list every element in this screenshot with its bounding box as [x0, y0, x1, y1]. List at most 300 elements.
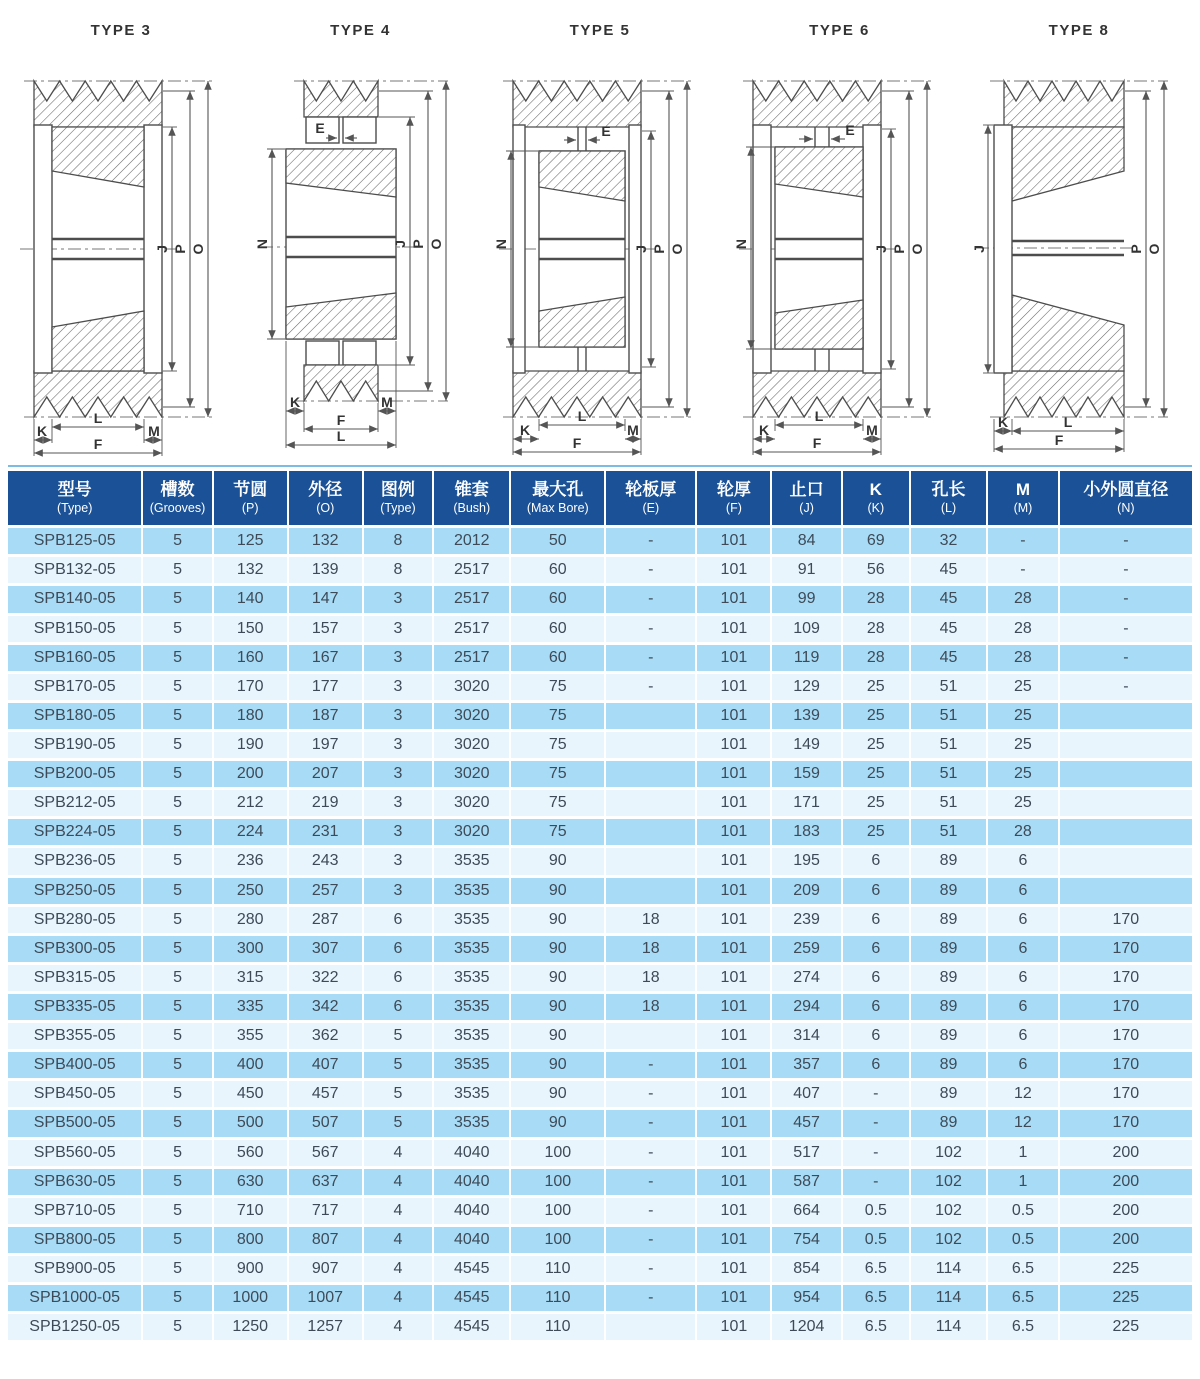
table-cell: 89	[910, 1109, 987, 1138]
table-cell: 450	[213, 1080, 288, 1109]
table-cell: 195	[771, 847, 841, 876]
table-cell: -	[1059, 585, 1192, 614]
table-cell: -	[605, 614, 696, 643]
dim-label-j: J	[971, 245, 987, 253]
column-header-2: 节圆 (P)	[213, 471, 288, 527]
table-cell: 224	[213, 818, 288, 847]
table-row	[8, 527, 1192, 556]
column-header-9: 止口 (J)	[771, 471, 841, 527]
table-cell: 4545	[433, 1313, 510, 1341]
dim-label-o: O	[1146, 243, 1162, 255]
table-top-rule	[8, 465, 1192, 467]
table-cell: 500	[213, 1109, 288, 1138]
table-cell: 159	[771, 760, 841, 789]
table-row	[8, 701, 1192, 730]
table-cell: 6	[363, 905, 433, 934]
table-cell: 3020	[433, 701, 510, 730]
table-cell: 25	[987, 760, 1059, 789]
table-cell: 287	[288, 905, 363, 934]
spec-table	[8, 471, 1192, 1340]
table-cell	[1059, 818, 1192, 847]
table-cell: 4040	[433, 1225, 510, 1254]
table-row	[8, 614, 1192, 643]
table-cell: 99	[771, 585, 841, 614]
table-cell: 5	[142, 905, 212, 934]
table-cell: 60	[510, 585, 605, 614]
table-cell: 717	[288, 1196, 363, 1225]
spec-table-header	[8, 471, 1192, 527]
table-cell: 3535	[433, 993, 510, 1022]
table-cell: 517	[771, 1138, 841, 1167]
table-cell: 854	[771, 1254, 841, 1283]
pulley-diagram-type-5	[481, 8, 719, 459]
table-cell: 60	[510, 643, 605, 672]
table-cell: 2517	[433, 585, 510, 614]
dim-label-o: O	[908, 243, 925, 255]
table-cell: 4545	[433, 1284, 510, 1313]
table-cell: 6	[987, 847, 1059, 876]
dim-label-j: J	[633, 245, 649, 253]
table-cell: 89	[910, 1051, 987, 1080]
table-cell: 4	[363, 1138, 433, 1167]
dim-label-m: M	[380, 394, 393, 410]
column-header-7: 轮板厚 (E)	[605, 471, 696, 527]
table-cell: 5	[142, 789, 212, 818]
table-cell: 5	[142, 993, 212, 1022]
table-cell: 6	[987, 876, 1059, 905]
table-cell: SPB224-05	[8, 818, 142, 847]
table-cell: 197	[288, 731, 363, 760]
dim-label-n: N	[493, 238, 509, 250]
table-cell: 101	[696, 1167, 771, 1196]
table-cell: 6.5	[987, 1313, 1059, 1341]
table-cell: 6.5	[842, 1284, 910, 1313]
table-cell: SPB150-05	[8, 614, 142, 643]
table-cell: 90	[510, 963, 605, 992]
dim-label-j: J	[872, 245, 889, 253]
table-cell: 6	[842, 1022, 910, 1051]
table-cell: 101	[696, 789, 771, 818]
table-cell: -	[605, 672, 696, 701]
diagram-title: TYPE 8	[1048, 22, 1110, 39]
table-cell: 6	[842, 963, 910, 992]
table-cell: 307	[288, 934, 363, 963]
table-cell: 5	[142, 1284, 212, 1313]
table-cell: 6	[842, 1051, 910, 1080]
table-cell: 101	[696, 614, 771, 643]
table-cell: -	[605, 1196, 696, 1225]
table-cell: 89	[910, 934, 987, 963]
table-cell: SPB500-05	[8, 1109, 142, 1138]
pulley-diagram-type-8	[960, 8, 1198, 459]
table-cell: 51	[910, 818, 987, 847]
table-cell: 342	[288, 993, 363, 1022]
table-cell: 157	[288, 614, 363, 643]
diagram-title: TYPE 4	[330, 22, 391, 39]
table-cell: 187	[288, 701, 363, 730]
table-cell: 25	[842, 731, 910, 760]
table-row	[8, 585, 1192, 614]
table-cell: 50	[510, 527, 605, 556]
table-cell: 5	[142, 847, 212, 876]
table-cell: 5	[142, 876, 212, 905]
table-row	[8, 1196, 1192, 1225]
table-cell: SPB1250-05	[8, 1313, 142, 1341]
table-cell: -	[605, 1109, 696, 1138]
table-cell: -	[1059, 643, 1192, 672]
table-cell: 400	[213, 1051, 288, 1080]
table-cell: 5	[142, 760, 212, 789]
table-cell: 25	[842, 760, 910, 789]
table-cell: 5	[142, 614, 212, 643]
table-cell: 51	[910, 701, 987, 730]
table-cell: 89	[910, 1080, 987, 1109]
table-cell: 4	[363, 1167, 433, 1196]
table-cell: 125	[213, 527, 288, 556]
table-cell: 3	[363, 701, 433, 730]
table-cell: 45	[910, 556, 987, 585]
dim-label-e: E	[844, 122, 855, 138]
table-cell: 12	[987, 1080, 1059, 1109]
table-row	[8, 1313, 1192, 1341]
table-cell	[605, 818, 696, 847]
table-cell: 8	[363, 556, 433, 585]
table-cell: 91	[771, 556, 841, 585]
dim-label-f: F	[93, 436, 103, 452]
diagrams-row	[0, 0, 1200, 459]
table-cell: 28	[842, 585, 910, 614]
table-cell: 335	[213, 993, 288, 1022]
table-cell: 4545	[433, 1254, 510, 1283]
table-cell: SPB132-05	[8, 556, 142, 585]
dim-label-j: J	[154, 245, 170, 253]
table-cell: 101	[696, 1051, 771, 1080]
table-cell: 109	[771, 614, 841, 643]
table-cell: -	[605, 1080, 696, 1109]
dim-label-l: L	[814, 408, 823, 424]
dim-label-n: N	[253, 238, 270, 250]
table-cell: 4	[363, 1284, 433, 1313]
table-cell: 3	[363, 731, 433, 760]
table-cell: 90	[510, 1109, 605, 1138]
table-cell: 5	[142, 1225, 212, 1254]
table-cell: 6.5	[987, 1284, 1059, 1313]
dim-label-j: J	[391, 240, 408, 248]
table-cell: 5	[142, 1138, 212, 1167]
dim-label-l: L	[577, 408, 587, 424]
table-cell: 6	[363, 934, 433, 963]
table-row	[8, 1022, 1192, 1051]
table-cell: 160	[213, 643, 288, 672]
table-cell: 355	[213, 1022, 288, 1051]
table-cell: 90	[510, 934, 605, 963]
column-header-4: 图例 (Type)	[363, 471, 433, 527]
table-cell: 51	[910, 731, 987, 760]
table-cell: 5	[363, 1051, 433, 1080]
table-cell	[605, 731, 696, 760]
table-cell: 2517	[433, 643, 510, 672]
dim-label-m: M	[148, 423, 160, 439]
table-cell: 4	[363, 1225, 433, 1254]
table-cell: 100	[510, 1138, 605, 1167]
table-row	[8, 963, 1192, 992]
table-cell: 102	[910, 1167, 987, 1196]
table-row	[8, 1225, 1192, 1254]
table-cell: 259	[771, 934, 841, 963]
table-cell: -	[605, 1225, 696, 1254]
table-cell: 357	[771, 1051, 841, 1080]
table-cell: 3535	[433, 1051, 510, 1080]
table-cell	[1059, 760, 1192, 789]
table-cell: 407	[288, 1051, 363, 1080]
table-cell: 170	[1059, 1051, 1192, 1080]
table-cell: SPB450-05	[8, 1080, 142, 1109]
table-row	[8, 1284, 1192, 1313]
table-cell: -	[605, 1138, 696, 1167]
table-row	[8, 789, 1192, 818]
table-cell: 6	[363, 993, 433, 1022]
table-cell: 3	[363, 789, 433, 818]
table-cell: 183	[771, 818, 841, 847]
table-cell: 219	[288, 789, 363, 818]
table-cell: 5	[142, 1109, 212, 1138]
table-cell: 236	[213, 847, 288, 876]
dim-label-p: P	[651, 244, 667, 254]
table-cell: 90	[510, 1022, 605, 1051]
table-cell: 294	[771, 993, 841, 1022]
table-cell: 89	[910, 993, 987, 1022]
table-cell: 5	[142, 1196, 212, 1225]
column-header-6: 最大孔 (Max Bore)	[510, 471, 605, 527]
dim-label-f: F	[812, 435, 821, 451]
table-cell: 18	[605, 934, 696, 963]
table-row	[8, 847, 1192, 876]
table-row	[8, 993, 1192, 1022]
table-cell: 75	[510, 701, 605, 730]
column-header-10: K (K)	[842, 471, 910, 527]
pulley-diagram-type-4	[242, 8, 480, 459]
table-cell: 180	[213, 701, 288, 730]
table-cell: 5	[142, 1022, 212, 1051]
table-cell: 3535	[433, 934, 510, 963]
table-cell: 60	[510, 556, 605, 585]
table-cell: 3535	[433, 1080, 510, 1109]
table-cell: 90	[510, 847, 605, 876]
table-cell: 4040	[433, 1196, 510, 1225]
table-row	[8, 760, 1192, 789]
dim-label-l: L	[336, 428, 345, 444]
column-header-0: 型号 (Type)	[8, 471, 142, 527]
table-cell: 710	[213, 1196, 288, 1225]
table-cell: 754	[771, 1225, 841, 1254]
table-cell: 89	[910, 1022, 987, 1051]
table-cell: 3	[363, 672, 433, 701]
table-row	[8, 1254, 1192, 1283]
table-cell: 2517	[433, 614, 510, 643]
table-cell: 132	[288, 527, 363, 556]
table-cell: 274	[771, 963, 841, 992]
table-cell: 100	[510, 1167, 605, 1196]
table-cell: 51	[910, 760, 987, 789]
table-cell: SPB200-05	[8, 760, 142, 789]
table-cell: 56	[842, 556, 910, 585]
table-cell: 28	[987, 585, 1059, 614]
table-cell: 587	[771, 1167, 841, 1196]
dim-label-k: K	[758, 422, 769, 438]
table-cell: 101	[696, 1022, 771, 1051]
table-cell: SPB800-05	[8, 1225, 142, 1254]
table-cell: SPB710-05	[8, 1196, 142, 1225]
table-cell: 231	[288, 818, 363, 847]
table-cell: 75	[510, 818, 605, 847]
dim-label-f: F	[336, 412, 345, 428]
table-cell: 25	[987, 789, 1059, 818]
table-row	[8, 672, 1192, 701]
pulley-drawing-type-8	[960, 39, 1198, 459]
table-cell: -	[605, 1284, 696, 1313]
table-cell: 800	[213, 1225, 288, 1254]
dim-label-f: F	[1054, 432, 1064, 448]
table-cell: SPB560-05	[8, 1138, 142, 1167]
dim-label-o: O	[427, 238, 444, 250]
table-cell: 250	[213, 876, 288, 905]
table-cell: 25	[842, 818, 910, 847]
table-cell: 457	[771, 1109, 841, 1138]
table-cell: 5	[363, 1109, 433, 1138]
table-cell: SPB315-05	[8, 963, 142, 992]
column-header-12: M (M)	[987, 471, 1059, 527]
table-cell: SPB160-05	[8, 643, 142, 672]
table-cell: 12	[987, 1109, 1059, 1138]
table-cell	[1059, 701, 1192, 730]
table-cell: 5	[142, 672, 212, 701]
table-cell: 900	[213, 1254, 288, 1283]
table-row	[8, 1167, 1192, 1196]
table-cell: 170	[1059, 1022, 1192, 1051]
table-cell: 101	[696, 1109, 771, 1138]
table-cell: 6	[987, 1051, 1059, 1080]
table-cell: 322	[288, 963, 363, 992]
table-cell: 101	[696, 818, 771, 847]
table-cell	[1059, 731, 1192, 760]
table-cell: 212	[213, 789, 288, 818]
dim-label-k: K	[36, 423, 48, 439]
table-cell: -	[987, 556, 1059, 585]
dim-label-p: P	[1128, 244, 1144, 254]
table-cell: 75	[510, 760, 605, 789]
table-row	[8, 731, 1192, 760]
table-cell: 139	[771, 701, 841, 730]
table-cell: 4	[363, 1254, 433, 1283]
table-cell: 3	[363, 818, 433, 847]
table-cell: 28	[987, 643, 1059, 672]
table-cell: 5	[142, 818, 212, 847]
table-cell: 362	[288, 1022, 363, 1051]
table-cell: 25	[987, 731, 1059, 760]
table-cell: 0.5	[842, 1196, 910, 1225]
table-cell: 69	[842, 527, 910, 556]
table-cell: 637	[288, 1167, 363, 1196]
table-cell: 1	[987, 1138, 1059, 1167]
dim-label-k: K	[997, 414, 1009, 430]
dim-label-l: L	[93, 410, 103, 426]
table-cell: 102	[910, 1138, 987, 1167]
table-cell: 664	[771, 1196, 841, 1225]
table-cell: 5	[142, 643, 212, 672]
table-cell: 51	[910, 789, 987, 818]
table-cell: 239	[771, 905, 841, 934]
dim-label-k: K	[519, 422, 531, 438]
table-cell: SPB280-05	[8, 905, 142, 934]
table-cell: 100	[510, 1225, 605, 1254]
table-cell: 101	[696, 1196, 771, 1225]
table-cell: 200	[1059, 1196, 1192, 1225]
table-cell: 6	[987, 993, 1059, 1022]
table-row	[8, 934, 1192, 963]
table-cell: 5	[142, 731, 212, 760]
table-cell: 101	[696, 1080, 771, 1109]
table-cell: 90	[510, 1080, 605, 1109]
table-cell: 4040	[433, 1138, 510, 1167]
table-cell: SPB300-05	[8, 934, 142, 963]
table-cell: 89	[910, 876, 987, 905]
table-cell: 6.5	[987, 1254, 1059, 1283]
dim-label-l: L	[1063, 414, 1073, 430]
table-cell: 90	[510, 876, 605, 905]
table-cell: 170	[1059, 934, 1192, 963]
table-cell: 110	[510, 1313, 605, 1341]
diagram-title: TYPE 6	[809, 22, 870, 39]
table-cell: 3535	[433, 847, 510, 876]
table-cell: 6	[842, 905, 910, 934]
table-cell: SPB250-05	[8, 876, 142, 905]
table-cell: 101	[696, 1225, 771, 1254]
table-cell: 5	[363, 1080, 433, 1109]
table-cell: 101	[696, 1138, 771, 1167]
table-cell: SPB630-05	[8, 1167, 142, 1196]
table-cell	[605, 760, 696, 789]
table-cell: -	[605, 556, 696, 585]
table-cell: 200	[213, 760, 288, 789]
table-cell: 114	[910, 1284, 987, 1313]
dim-label-o: O	[190, 243, 206, 255]
table-cell: 6	[363, 963, 433, 992]
table-cell: 3	[363, 847, 433, 876]
table-cell: 28	[842, 643, 910, 672]
table-cell: 101	[696, 731, 771, 760]
table-cell: 1000	[213, 1284, 288, 1313]
table-cell: 60	[510, 614, 605, 643]
table-cell: 407	[771, 1080, 841, 1109]
table-cell: 101	[696, 556, 771, 585]
dim-label-f: F	[572, 435, 582, 451]
table-cell: 89	[910, 963, 987, 992]
table-cell: 3020	[433, 760, 510, 789]
table-cell: 6.5	[842, 1313, 910, 1341]
table-cell: 190	[213, 731, 288, 760]
table-cell: 1204	[771, 1313, 841, 1341]
table-cell: 200	[1059, 1138, 1192, 1167]
table-cell: 139	[288, 556, 363, 585]
table-cell: 90	[510, 905, 605, 934]
table-cell: 101	[696, 876, 771, 905]
table-cell: SPB140-05	[8, 585, 142, 614]
table-cell: SPB180-05	[8, 701, 142, 730]
table-cell: 5	[142, 527, 212, 556]
table-row	[8, 905, 1192, 934]
table-cell: SPB355-05	[8, 1022, 142, 1051]
table-cell: 4	[363, 1196, 433, 1225]
